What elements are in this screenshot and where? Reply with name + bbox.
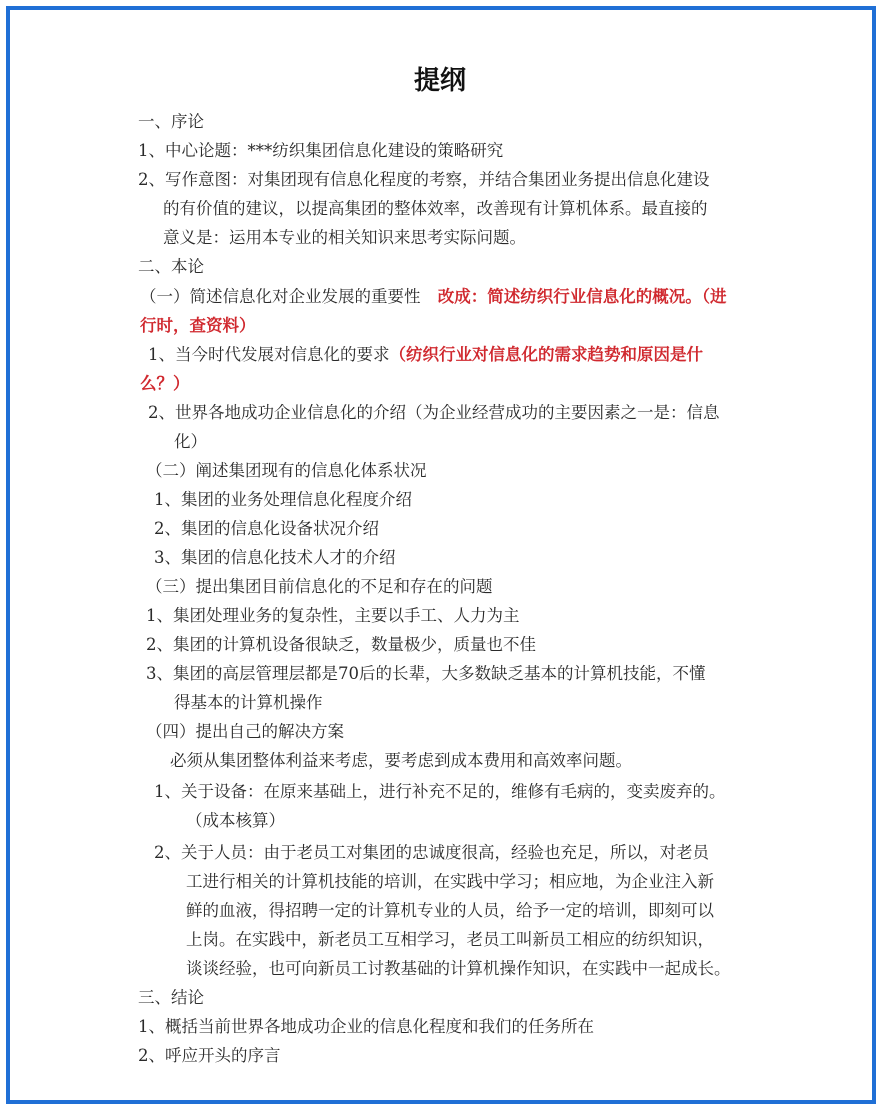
outline-line: 2、集团的计算机设备很缺乏，数量极少，质量也不佳 <box>146 635 536 654</box>
outline-line: （成本核算） <box>186 811 285 830</box>
subsection-heading: （三）提出集团目前信息化的不足和存在的问题 <box>146 577 493 596</box>
outline-line: 3、集团的高层管理层都是70后的长辈，大多数缺乏基本的计算机技能，不懂 <box>146 664 706 683</box>
outline-line: 化） <box>174 432 207 451</box>
outline-line: 鲜的血液，得招聘一定的计算机专业的人员，给予一定的培训，即刻可以 <box>186 901 714 920</box>
outline-line: 1、集团的业务处理信息化程度介绍 <box>154 490 412 509</box>
page-title: 提纲 <box>413 66 466 96</box>
section-heading-intro: 一、序论 <box>138 112 204 131</box>
outline-line: 1、关于设备：在原来基础上，进行补充不足的，维修有毛病的，变卖废弃的。 <box>154 782 726 801</box>
section-heading-conclusion: 三、结论 <box>138 988 204 1007</box>
outline-line: 2、呼应开头的序言 <box>138 1046 281 1065</box>
revision-note: 么？） <box>140 374 190 393</box>
outline-line: 1、集团处理业务的复杂性，主要以手工、人力为主 <box>146 606 520 625</box>
outline-line: 工进行相关的计算机技能的培训，在实践中学习；相应地，为企业注入新 <box>186 872 714 891</box>
outline-line: 必须从集团整体利益来考虑，要考虑到成本费用和高效率问题。 <box>170 751 632 770</box>
outline-line: 的有价值的建议，以提高集团的整体效率，改善现有计算机体系。最直接的 <box>163 199 708 218</box>
outline-line: 意义是：运用本专业的相关知识来思考实际问题。 <box>163 228 526 247</box>
outline-text: （一）简述信息化对企业发展的重要性 <box>140 287 421 306</box>
section-heading-body: 二、本论 <box>138 257 204 276</box>
revision-note: （纺织行业对信息化的需求趋势和原因是什 <box>389 345 703 364</box>
outline-line: 得基本的计算机操作 <box>174 693 323 712</box>
outline-line: 1、概括当前世界各地成功企业的信息化程度和我们的任务所在 <box>138 1017 594 1036</box>
outline-line: 2、世界各地成功企业信息化的介绍（为企业经营成功的主要因素之一是：信息 <box>148 403 720 422</box>
revision-note: 改成：简述纺织行业信息化的概况。（进 <box>437 287 727 306</box>
outline-line: 1、中心论题：***纺织集团信息化建设的策略研究 <box>138 141 504 160</box>
outline-line: 2、关于人员：由于老员工对集团的忠诚度很高，经验也充足，所以，对老员 <box>154 843 709 862</box>
outline-line: 3、集团的信息化技术人才的介绍 <box>154 548 396 567</box>
outline-line <box>148 342 703 368</box>
outline-line: 上岗。在实践中，新老员工互相学习，老员工叫新员工相应的纺织知识， <box>186 930 714 949</box>
outline-line <box>140 284 727 310</box>
outline-text: 1、当今时代发展对信息化的要求 <box>148 345 390 364</box>
subsection-heading: （四）提出自己的解决方案 <box>146 722 344 741</box>
outline-line: 谈谈经验，也可向新员工讨教基础的计算机操作知识，在实践中一起成长。 <box>186 959 731 978</box>
revision-note: 行时，查资料） <box>140 316 256 335</box>
subsection-heading: （二）阐述集团现有的信息化体系状况 <box>146 461 427 480</box>
outline-line: 2、集团的信息化设备状况介绍 <box>154 519 379 538</box>
outline-line: 2、写作意图：对集团现有信息化程度的考察，并结合集团业务提出信息化建设 <box>138 170 710 189</box>
